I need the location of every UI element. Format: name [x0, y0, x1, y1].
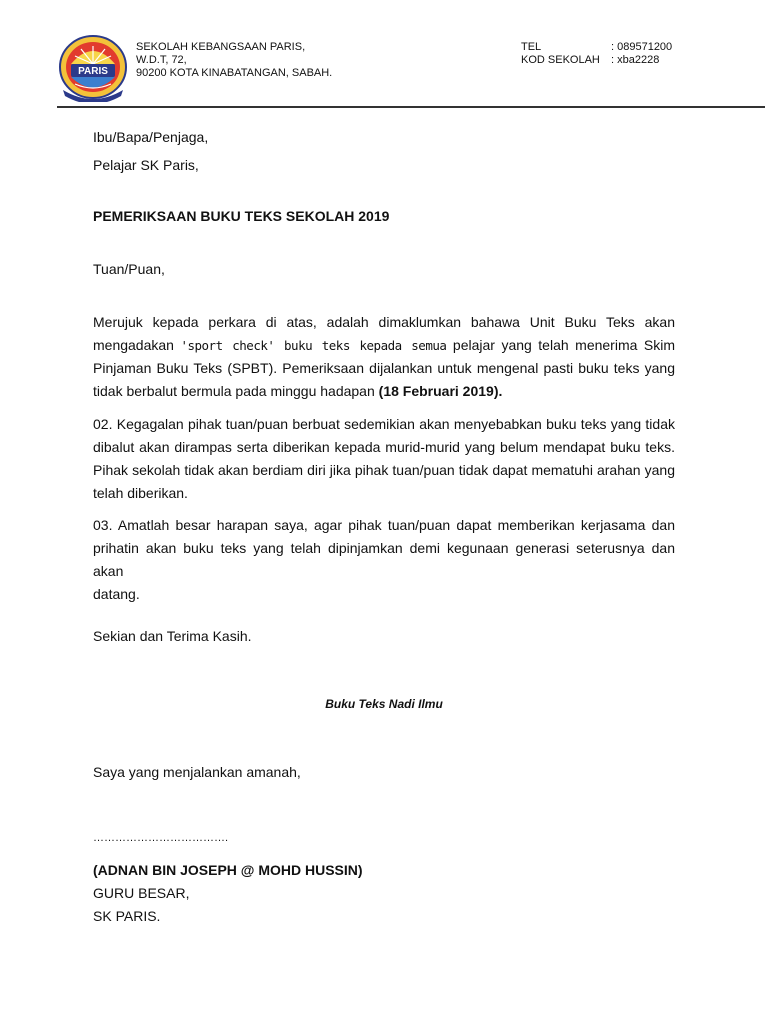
signatory-school: SK PARIS.	[93, 908, 161, 924]
paragraph-line: prihatin akan buku teks yang telah dipinjamkan demi kegunaan generasi seterusnya dan akan	[93, 540, 675, 579]
paragraph-line: Merujuk kepada perkara di atas, adalah dimaklumkan bahawa Unit Buku Teks akan	[93, 314, 675, 330]
paragraph-line: datang.	[93, 586, 140, 602]
contact-value: : 089571200	[611, 41, 673, 53]
contact-label: TEL	[521, 41, 542, 53]
letter-subject: PEMERIKSAAN BUKU TEKS SEKOLAH 2019	[93, 208, 390, 224]
paragraph-line	[93, 380, 675, 403]
school-name: SEKOLAH KEBANGSAAN PARIS,	[136, 41, 306, 53]
paragraph-1	[93, 311, 675, 403]
paragraph-line: telah diberikan.	[93, 485, 188, 501]
signatory-title: GURU BESAR,	[93, 885, 190, 901]
contact-label: KOD SEKOLAH	[521, 54, 600, 66]
signatory-name: (ADNAN BIN JOSEPH @ MOHD HUSSIN)	[93, 862, 363, 878]
recipient-line-2: Pelajar SK Paris,	[93, 157, 199, 173]
closing-line: Sekian dan Terima Kasih.	[93, 628, 252, 644]
quoted-phrase: 'sport check' buku teks kepada semua	[180, 338, 447, 353]
signature-line: ……………………………….	[93, 832, 229, 844]
greeting: Tuan/Puan,	[93, 261, 165, 277]
recipient-line-1: Ibu/Bapa/Penjaga,	[93, 129, 209, 145]
paragraph-line: Pinjaman Buku Teks (SPBT). Pemeriksaan dijalankan untuk mengenal pasti buku teks yang	[93, 360, 675, 376]
paragraph-line: dibalut akan dirampas serta diberikan kepada murid-murid yang belum mendapat buku teks.	[93, 439, 675, 455]
paragraph-line: 02. Kegagalan pihak tuan/puan berbuat sedemikian akan menyebabkan buku teks yang tidak	[93, 416, 675, 432]
motto: Buku Teks Nadi Ilmu	[325, 697, 443, 711]
text-run: tidak berbalut bermula pada minggu hadapan	[93, 383, 379, 399]
paragraph-line	[93, 334, 675, 357]
logo-text: PARIS	[78, 66, 108, 77]
school-address-line: W.D.T, 72,	[136, 54, 187, 66]
paragraph-3	[93, 514, 675, 606]
contact-value: : xba2228	[611, 54, 660, 66]
highlighted-date: (18 Februari 2019).	[378, 383, 503, 399]
paragraph-line: 03. Amatlah besar harapan saya, agar pihak tuan/puan dapat memberikan kerjasama dan	[93, 517, 675, 533]
text-run: mengadakan	[93, 337, 181, 353]
school-postcode-line: 90200 KOTA KINABATANGAN, SABAH.	[136, 67, 333, 79]
trust-line: Saya yang menjalankan amanah,	[93, 764, 301, 780]
letter-body	[93, 0, 675, 1024]
paragraph-2	[93, 413, 675, 505]
text-run: pelajar yang telah menerima Skim	[446, 337, 675, 353]
paragraph-line: Pihak sekolah tidak akan berdiam diri jika pihak tuan/puan tidak dapat mematuhi arahan yang	[93, 462, 675, 478]
